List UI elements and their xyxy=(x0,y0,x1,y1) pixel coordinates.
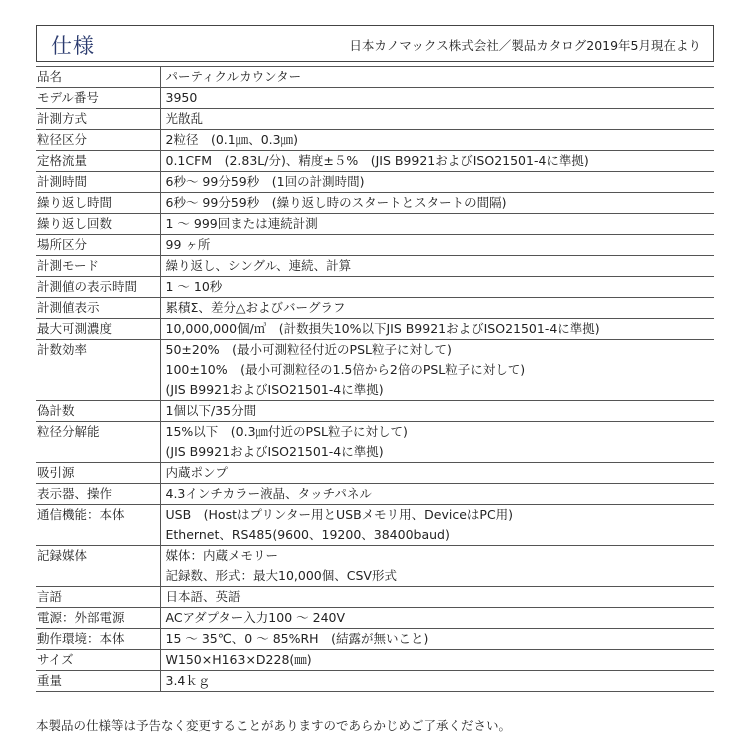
spec-value-line: 3.4ｋｇ xyxy=(165,673,211,688)
spec-value-line: 6秒～ 99分59秒 (1回の計測時間) xyxy=(165,174,365,189)
spec-value-line: USB (Hostはプリンター用とUSBメモリ用、DeviceはPC用) xyxy=(165,507,514,522)
spec-value xyxy=(160,422,714,463)
spec-label: 品名 xyxy=(36,67,160,88)
spec-value xyxy=(160,256,714,277)
spec-value-line: 1 ～ 999回または連続計測 xyxy=(165,216,318,231)
spec-table xyxy=(36,66,714,692)
spec-header-box xyxy=(36,25,714,62)
spec-value xyxy=(160,340,714,401)
spec-row xyxy=(36,214,714,235)
spec-row xyxy=(36,587,714,608)
spec-row xyxy=(36,298,714,319)
page-title: 仕様 xyxy=(51,34,95,58)
spec-label: 言語 xyxy=(36,587,160,608)
spec-value-line: 15 ～ 35℃、0 ～ 85%RH (結露が無いこと) xyxy=(165,631,429,646)
spec-value xyxy=(160,67,714,88)
spec-row xyxy=(36,319,714,340)
spec-value xyxy=(160,277,714,298)
spec-value-line: 100±10% (最小可測粒径の1.5倍から2倍のPSL粒子に対して) xyxy=(165,362,526,377)
spec-value-line: 内蔵ポンプ xyxy=(165,465,229,480)
spec-value-line: 日本語、英語 xyxy=(165,589,241,604)
spec-value-line: ACアダプター入力100 ～ 240V xyxy=(165,610,346,625)
spec-label: 計測モード xyxy=(36,256,160,277)
spec-row xyxy=(36,88,714,109)
spec-label: 計測値の表示時間 xyxy=(36,277,160,298)
spec-value-line: 0.1CFM (2.83L/分)、精度±５% (JIS B9921およびISO21501-4に準拠) xyxy=(165,153,589,168)
spec-row xyxy=(36,463,714,484)
spec-value-line: 15%以下 (0.3㎛付近のPSL粒子に対して) xyxy=(165,424,408,439)
spec-label: サイズ xyxy=(36,650,160,671)
spec-row xyxy=(36,109,714,130)
spec-label: 計測方式 xyxy=(36,109,160,130)
spec-row xyxy=(36,505,714,546)
spec-label: 電源：外部電源 xyxy=(36,608,160,629)
spec-label: 粒径分解能 xyxy=(36,422,160,463)
spec-value xyxy=(160,505,714,546)
spec-value-line: パーティクルカウンター xyxy=(165,69,302,84)
spec-value xyxy=(160,88,714,109)
spec-label: 吸引源 xyxy=(36,463,160,484)
spec-label: 繰り返し回数 xyxy=(36,214,160,235)
spec-label: モデル番号 xyxy=(36,88,160,109)
spec-row xyxy=(36,650,714,671)
spec-value-line: 繰り返し、シングル、連続、計算 xyxy=(165,258,352,273)
spec-value xyxy=(160,650,714,671)
spec-label: 動作環境：本体 xyxy=(36,629,160,650)
spec-value-line: 50±20% (最小可測粒径付近のPSL粒子に対して) xyxy=(165,342,452,357)
spec-value-line: 4.3インチカラー液晶、タッチパネル xyxy=(165,486,372,501)
spec-value xyxy=(160,484,714,505)
spec-value-line: 光散乱 xyxy=(165,111,204,126)
spec-value xyxy=(160,214,714,235)
spec-row xyxy=(36,629,714,650)
spec-value xyxy=(160,401,714,422)
spec-table-body xyxy=(36,67,714,692)
spec-value-line: 3950 xyxy=(165,90,198,105)
spec-row xyxy=(36,256,714,277)
spec-value-line: 媒体：内蔵メモリー xyxy=(165,548,279,563)
spec-value-line: W150×H163×D228(㎜) xyxy=(165,652,312,667)
spec-value-line: 6秒～ 99分59秒 (繰り返し時のスタートとスタートの間隔) xyxy=(165,195,507,210)
spec-row xyxy=(36,277,714,298)
spec-label: 計測時間 xyxy=(36,172,160,193)
spec-row xyxy=(36,422,714,463)
spec-row xyxy=(36,193,714,214)
spec-value xyxy=(160,608,714,629)
spec-value xyxy=(160,671,714,692)
spec-row xyxy=(36,172,714,193)
spec-label: 最大可測濃度 xyxy=(36,319,160,340)
spec-row xyxy=(36,130,714,151)
spec-value xyxy=(160,151,714,172)
spec-label: 通信機能：本体 xyxy=(36,505,160,546)
spec-value xyxy=(160,193,714,214)
spec-value xyxy=(160,463,714,484)
source-note: 日本カノマックス株式会社／製品カタログ2019年5月現在より xyxy=(349,38,701,53)
spec-value-line: 10,000,000個/㎥ (計数損失10%以下JIS B9921およびISO21501-4に準拠) xyxy=(165,321,600,336)
spec-value xyxy=(160,319,714,340)
spec-label: 表示器、操作 xyxy=(36,484,160,505)
spec-value xyxy=(160,298,714,319)
spec-value xyxy=(160,629,714,650)
spec-value-line: 1 ～ 10秒 xyxy=(165,279,223,294)
spec-value-line: 記録数、形式：最大10,000個、CSV形式 xyxy=(165,568,397,583)
spec-label: 定格流量 xyxy=(36,151,160,172)
spec-value xyxy=(160,587,714,608)
disclaimer-note: 本製品の仕様等は予告なく変更することがありますのであらかじめご了承ください。 xyxy=(36,718,512,733)
spec-label: 偽計数 xyxy=(36,401,160,422)
spec-value xyxy=(160,546,714,587)
spec-row xyxy=(36,546,714,587)
spec-row xyxy=(36,671,714,692)
spec-row xyxy=(36,151,714,172)
spec-value-line: 2粒径 (0.1㎛、0.3㎛) xyxy=(165,132,298,147)
spec-row xyxy=(36,235,714,256)
spec-value-line: 累積Σ、差分△およびバーグラフ xyxy=(165,300,346,315)
spec-row xyxy=(36,608,714,629)
spec-value xyxy=(160,130,714,151)
spec-value-line: 99 ヶ所 xyxy=(165,237,211,252)
spec-row xyxy=(36,484,714,505)
spec-value xyxy=(160,172,714,193)
spec-label: 計数効率 xyxy=(36,340,160,401)
spec-value-line: Ethernet、RS485(9600、19200、38400baud) xyxy=(165,527,450,542)
spec-value xyxy=(160,235,714,256)
spec-row xyxy=(36,67,714,88)
spec-label: 場所区分 xyxy=(36,235,160,256)
spec-value-line: (JIS B9921およびISO21501-4に準拠) xyxy=(165,382,384,397)
spec-label: 計測値表示 xyxy=(36,298,160,319)
spec-value-line: 1個以下/35分間 xyxy=(165,403,257,418)
spec-label: 重量 xyxy=(36,671,160,692)
spec-value xyxy=(160,109,714,130)
spec-row xyxy=(36,340,714,401)
spec-label: 繰り返し時間 xyxy=(36,193,160,214)
spec-value-line: (JIS B9921およびISO21501-4に準拠) xyxy=(165,444,384,459)
spec-label: 記録媒体 xyxy=(36,546,160,587)
spec-row xyxy=(36,401,714,422)
spec-label: 粒径区分 xyxy=(36,130,160,151)
